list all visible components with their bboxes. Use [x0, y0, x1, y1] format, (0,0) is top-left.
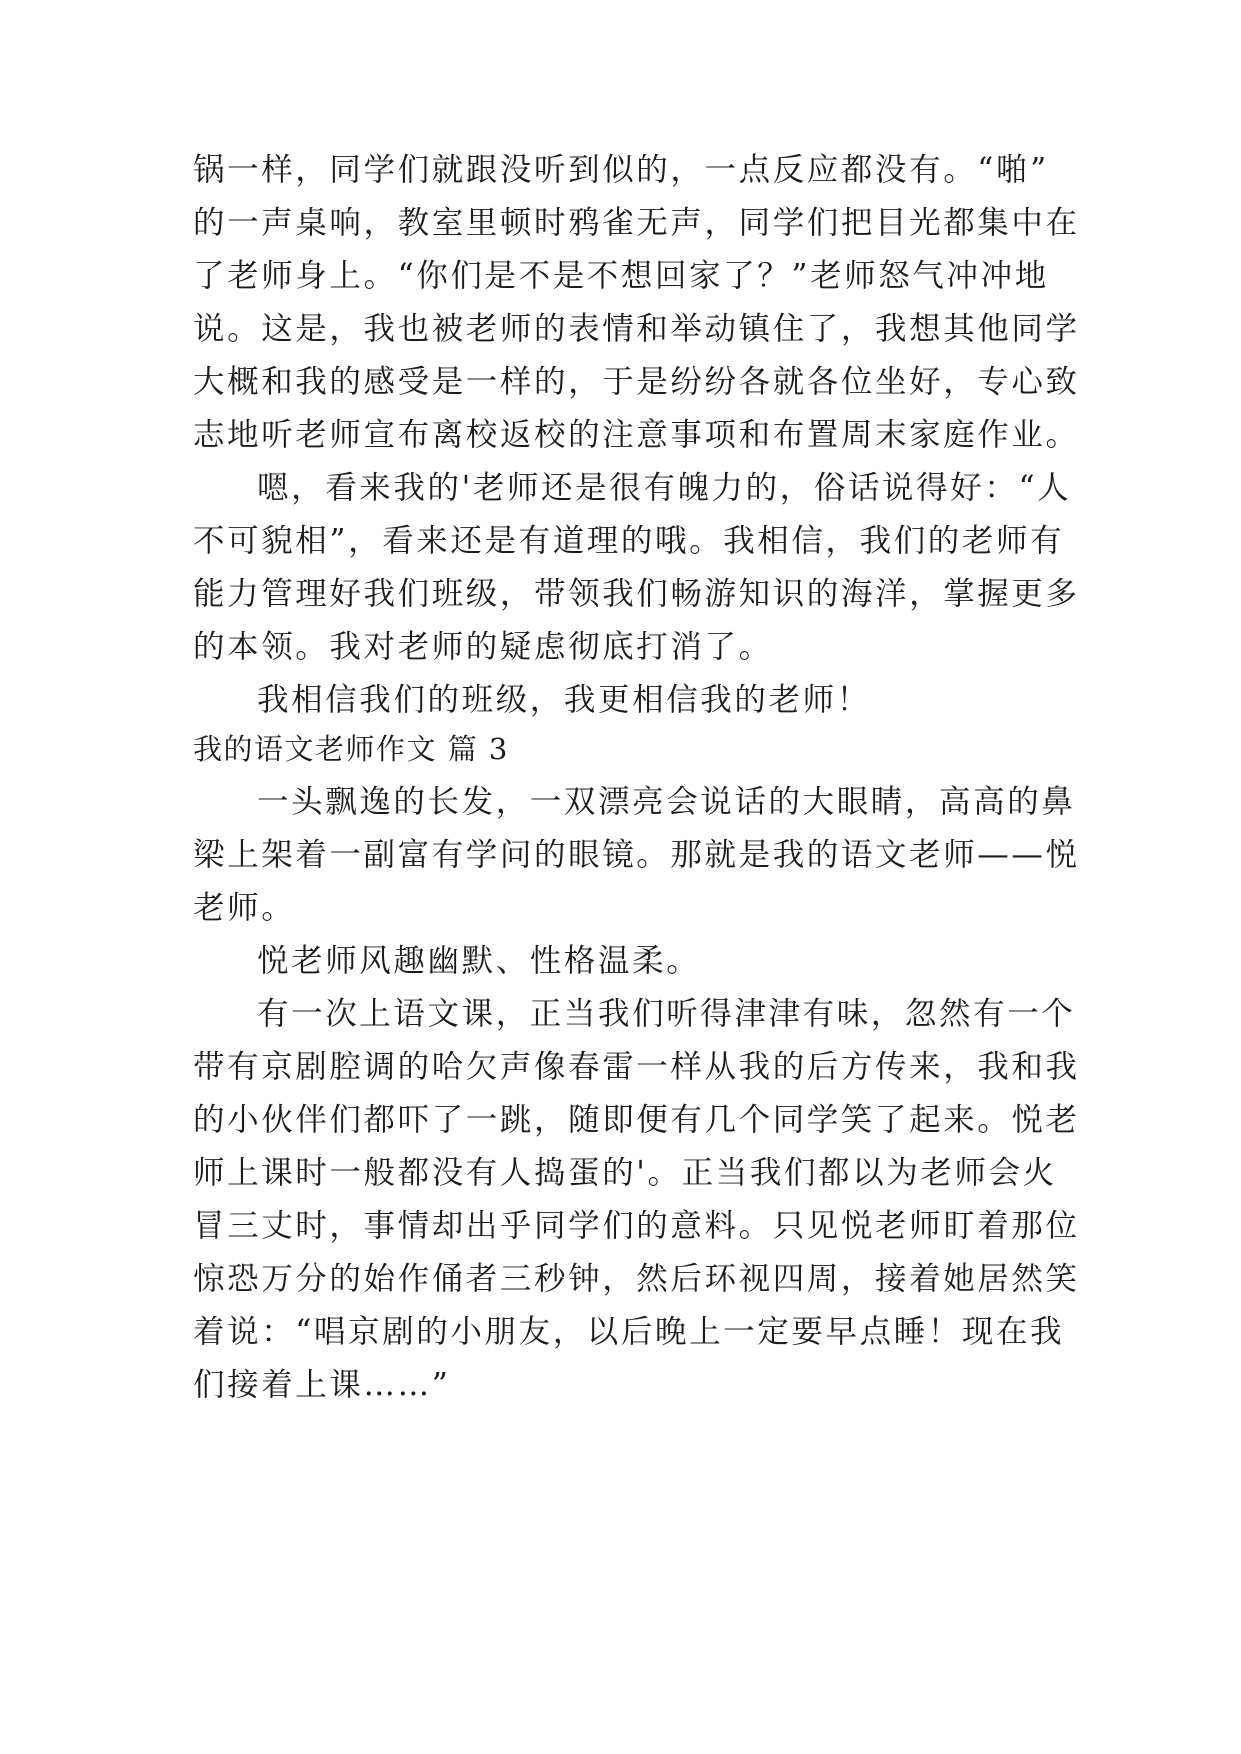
text-line: 不可貌相”，看来还是有道理的哦。我相信，我们的老师有: [193, 523, 1065, 559]
text-line: 师上课时一般都没有人捣蛋的'。正当我们都以为老师会火: [193, 1155, 1057, 1191]
text-line: 带有京剧腔调的哈欠声像春雷一样从我的后方传来，我和我: [193, 1049, 1080, 1085]
paragraph-first-line: 一头飘逸的长发，一双漂亮会说话的大眼睛，高高的鼻: [257, 784, 1076, 820]
text-line: 惊恐万分的始作俑者三秒钟，然后环视四周，接着她居然笑: [193, 1261, 1080, 1297]
text-line: 志地听老师宣布离校返校的注意事项和布置周末家庭作业。: [193, 417, 1080, 453]
text-line: 老师。: [193, 890, 296, 926]
paragraph-first-line: 有一次上语文课，正当我们听得津津有味，忽然有一个: [257, 996, 1076, 1032]
text-line: 了老师身上。“你们是不是不想回家了？”老师怒气冲冲地: [193, 258, 1049, 294]
paragraph-first-line: 悦老师风趣幽默、性格温柔。: [257, 943, 701, 979]
text-line: 的一声桌响，教室里顿时鸦雀无声，同学们把目光都集中在: [193, 205, 1080, 241]
text-line: 说。这是，我也被老师的表情和举动镇住了，我想其他同学: [193, 311, 1080, 347]
text-line: 着说：“唱京剧的小朋友，以后晚上一定要早点睡！现在我: [193, 1314, 1065, 1350]
text-line: 冒三丈时，事情却出乎同学们的意料。只见悦老师盯着那位: [193, 1208, 1080, 1244]
text-line: 大概和我的感受是一样的，于是纷纷各就各位坐好，专心致: [193, 364, 1080, 400]
text-line: 的本领。我对老师的疑虑彻底打消了。: [193, 629, 773, 665]
section-heading: 我的语文老师作文 篇 3: [193, 732, 509, 766]
text-line: 的小伙伴们都吓了一跳，随即便有几个同学笑了起来。悦老: [193, 1102, 1080, 1138]
text-line: 梁上架着一副富有学问的眼镜。那就是我的语文老师——悦: [193, 837, 1080, 873]
paragraph-first-line: 我相信我们的班级，我更相信我的老师！: [257, 682, 871, 718]
text-line: 能力管理好我们班级，带领我们畅游知识的海洋，掌握更多: [193, 576, 1080, 612]
text-line: 锅一样，同学们就跟没听到似的，一点反应都没有。“啪”: [193, 152, 1049, 188]
paragraph-first-line: 嗯，看来我的'老师还是很有魄力的，俗话说得好：“人: [257, 470, 1072, 506]
text-line: 们接着上课……”: [193, 1367, 451, 1403]
